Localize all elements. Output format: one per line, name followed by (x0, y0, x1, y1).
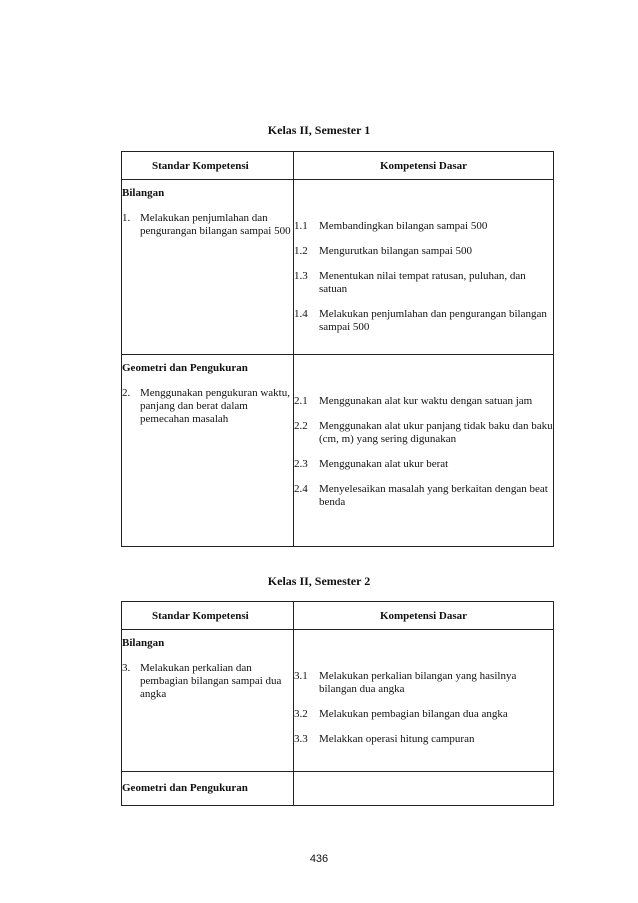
table-row (122, 355, 554, 547)
item-text: Menggunakan pengukuran waktu, panjang dan berat dalam pemecahan masalah (140, 387, 290, 425)
item-number: 1.1 (294, 220, 308, 232)
kompetensi-dasar-item (294, 420, 553, 446)
kompetensi-dasar-item (294, 245, 553, 258)
section-heading: Bilangan (122, 187, 165, 199)
item-number: 2.2 (294, 420, 308, 432)
header-kompetensi-dasar: Kompetensi Dasar (294, 602, 554, 630)
kompetensi-dasar-item (294, 483, 553, 509)
item-number: 2.4 (294, 483, 308, 495)
table-header-row (122, 602, 554, 630)
table-row (122, 630, 554, 772)
semester-2-title: Kelas II, Semester 2 (267, 574, 371, 588)
semester-1-title: Kelas II, Semester 1 (267, 123, 371, 137)
item-text: Melakukan pembagian bilangan dua angka (319, 708, 508, 720)
kompetensi-dasar-item (294, 458, 553, 471)
item-number: 3.1 (294, 670, 308, 682)
item-number: 2.3 (294, 458, 308, 470)
header-standar-kompetensi: Standar Kompetensi (122, 152, 294, 180)
item-number: 2.1 (294, 395, 308, 407)
table-header-row (122, 152, 554, 180)
item-number: 3.3 (294, 733, 308, 745)
standar-kompetensi-cell (122, 180, 294, 355)
standar-kompetensi-cell (122, 355, 294, 547)
item-text: Mengurutkan bilangan sampai 500 (319, 245, 473, 257)
kompetensi-dasar-item (294, 220, 553, 233)
item-number: 2. (122, 387, 131, 399)
kompetensi-dasar-item (294, 308, 553, 334)
item-text: Membandingkan bilangan sampai 500 (319, 220, 488, 232)
kompetensi-dasar-cell (294, 772, 554, 806)
kompetensi-dasar-cell (294, 355, 554, 547)
item-text: Menggunakan alat kur waktu dengan satuan jam (319, 395, 533, 407)
table-row (122, 180, 554, 355)
item-number: 1.2 (294, 245, 308, 257)
kompetensi-dasar-cell (294, 630, 554, 772)
kompetensi-dasar-item (294, 670, 553, 696)
standar-kompetensi-item (122, 212, 293, 238)
item-text: Menentukan nilai tempat ratusan, puluhan, dan satuan (319, 270, 526, 295)
item-text: Menyelesaikan masalah yang berkaitan dengan beat benda (319, 483, 548, 508)
item-text: Menggunakan alat ukur panjang tidak baku dan baku (cm, m) yang sering digunakan (319, 420, 553, 445)
section-heading: Bilangan (122, 637, 165, 649)
table-row (122, 772, 554, 806)
item-text: Melakukan perkalian bilangan yang hasilnya bilangan dua angka (319, 670, 517, 695)
header-standar-kompetensi: Standar Kompetensi (122, 602, 294, 630)
item-text: Melakukan perkalian dan pembagian bilangan sampai dua angka (140, 662, 282, 700)
section-heading: Geometri dan Pengukuran (122, 362, 248, 374)
kompetensi-dasar-item (294, 733, 553, 746)
semester-2-table (121, 601, 554, 806)
page-number: 436 (309, 853, 329, 865)
item-number: 3.2 (294, 708, 308, 720)
kompetensi-dasar-item (294, 270, 553, 296)
kompetensi-dasar-item (294, 395, 553, 408)
item-number: 3. (122, 662, 131, 674)
standar-kompetensi-item (122, 662, 293, 701)
item-text: Melakukan penjumlahan dan pengurangan bilangan sampai 500 (319, 308, 547, 333)
kompetensi-dasar-cell (294, 180, 554, 355)
item-text: Melakkan operasi hitung campuran (319, 733, 475, 745)
standar-kompetensi-cell (122, 772, 294, 806)
item-number: 1. (122, 212, 131, 224)
header-kompetensi-dasar: Kompetensi Dasar (294, 152, 554, 180)
section-heading: Geometri dan Pengukuran (122, 782, 248, 794)
item-text: Menggunakan alat ukur berat (319, 458, 449, 470)
item-text: Melakukan penjumlahan dan pengurangan bilangan sampai 500 (140, 212, 291, 237)
kompetensi-dasar-item (294, 708, 553, 721)
item-number: 1.4 (294, 308, 308, 320)
semester-1-table (121, 151, 554, 547)
standar-kompetensi-item (122, 387, 293, 426)
standar-kompetensi-cell (122, 630, 294, 772)
item-number: 1.3 (294, 270, 308, 282)
